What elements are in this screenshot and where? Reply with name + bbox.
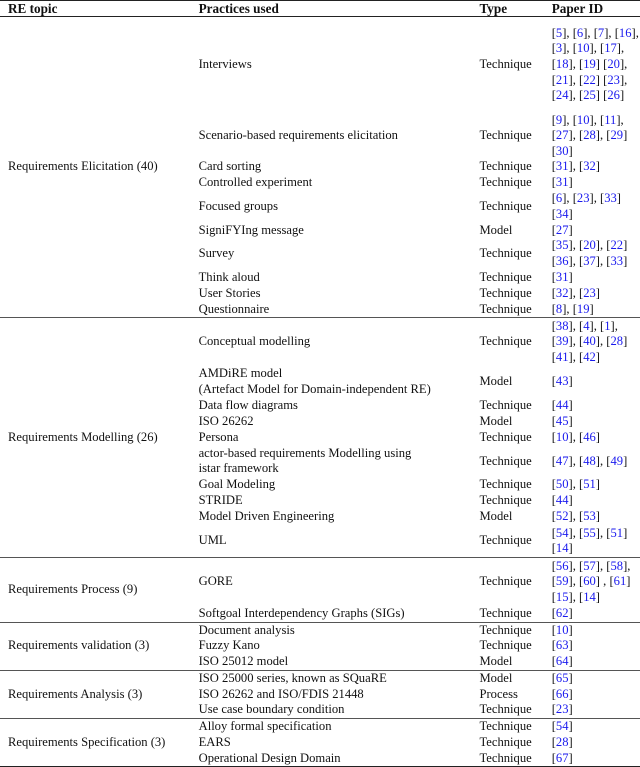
type-cell: Technique xyxy=(479,734,532,749)
practice-cell xyxy=(191,286,472,302)
practice-cell xyxy=(191,606,472,622)
paper-id-cell: [64] xyxy=(551,654,573,669)
type-cell: Technique xyxy=(479,175,532,190)
type-cell: Technique xyxy=(479,334,532,349)
practice-cell xyxy=(191,509,472,525)
practice-cell xyxy=(191,686,472,702)
citation-link[interactable]: 14 xyxy=(555,541,569,556)
citation-link[interactable]: 37 xyxy=(583,254,596,269)
type-cell: Technique xyxy=(479,199,532,214)
citation-link[interactable]: 10 xyxy=(555,429,569,444)
paper-id-cell: [8], [19] xyxy=(551,301,594,316)
citation-link[interactable]: 41 xyxy=(555,349,569,364)
citation-link[interactable]: 27 xyxy=(555,128,569,143)
table-row xyxy=(0,17,640,113)
practice-cell xyxy=(191,113,472,160)
practice-cell xyxy=(191,670,472,686)
section-0 xyxy=(0,17,640,318)
citation-link[interactable]: 39 xyxy=(555,334,569,349)
type-cell: Model xyxy=(479,654,513,669)
practice-label-line2: (Artefact Model for Domain-independent RE) xyxy=(198,381,431,396)
citation-link[interactable]: 32 xyxy=(555,285,569,300)
table-row xyxy=(0,670,640,686)
type-cell: Technique xyxy=(479,750,532,765)
practice-cell xyxy=(191,638,472,654)
citation-link[interactable]: 20 xyxy=(607,56,620,71)
practice-cell xyxy=(191,702,472,718)
practice-cell xyxy=(191,191,472,222)
citation-link[interactable]: 38 xyxy=(555,318,569,333)
practice-label: Persona xyxy=(198,429,239,444)
section-2 xyxy=(0,558,640,622)
practice-cell xyxy=(191,493,472,509)
citation-link[interactable]: 31 xyxy=(555,159,569,174)
citation-link[interactable]: 15 xyxy=(555,589,569,604)
practice-label: SigniFYIng message xyxy=(198,222,304,237)
citation-link[interactable]: 6 xyxy=(555,191,563,206)
citation-link[interactable]: 3 xyxy=(555,41,563,56)
citation-link[interactable]: 22 xyxy=(583,72,596,87)
practice-cell xyxy=(191,751,472,767)
practice-label: Scenario-based requirements elicitation xyxy=(198,128,398,143)
paper-id-cell: [43] xyxy=(551,373,573,388)
citation-link[interactable]: 19 xyxy=(583,56,596,71)
practice-cell xyxy=(191,414,472,430)
practice-label: EARS xyxy=(198,734,231,749)
section-1 xyxy=(0,318,640,558)
citation-link[interactable]: 59 xyxy=(555,574,569,589)
citation-link[interactable]: 35 xyxy=(555,238,569,253)
paper-id-cell: [5], [6], [7], [16], [3], [10], [17], [18], [19] [20], [21], [22] [23], [24], [25] [26] xyxy=(551,25,639,103)
citation-link[interactable]: 47 xyxy=(555,453,569,468)
citation-link[interactable]: 55 xyxy=(583,525,596,540)
practice-label: AMDiRE model xyxy=(198,366,283,381)
paper-id-cell: [23] xyxy=(551,702,573,717)
paper-id-cell: [38], [4], [1], [39], [40], [28] [41], [42] xyxy=(551,318,628,364)
citation-link[interactable]: 19 xyxy=(576,301,590,316)
practice-label: Softgoal Interdependency Graphs (SIGs) xyxy=(198,605,405,620)
practice-label: ISO 26262 and ISO/FDIS 21448 xyxy=(198,686,364,701)
paper-id-cell: [32], [23] xyxy=(551,285,600,300)
type-cell: Technique xyxy=(479,56,532,71)
citation-link[interactable]: 20 xyxy=(583,238,596,253)
practice-label: Conceptual modelling xyxy=(198,334,311,349)
citation-link[interactable]: 66 xyxy=(555,686,569,701)
citation-link[interactable]: 23 xyxy=(555,702,569,717)
re-topic-cell: Requirements validation (3) xyxy=(8,638,150,653)
citation-link[interactable]: 23 xyxy=(607,72,620,87)
citation-link[interactable]: 28 xyxy=(610,334,624,349)
citation-link[interactable]: 61 xyxy=(613,574,627,589)
practice-cell xyxy=(191,430,472,446)
citation-link[interactable]: 25 xyxy=(583,88,596,103)
type-cell: Technique xyxy=(479,269,532,284)
paper-id-cell: [47], [48], [49] xyxy=(551,453,628,468)
citation-link[interactable]: 30 xyxy=(555,143,569,158)
practice-cell xyxy=(191,222,472,238)
type-cell: Technique xyxy=(479,533,532,548)
practice-cell xyxy=(191,718,472,734)
citation-link[interactable]: 67 xyxy=(555,750,569,765)
type-cell: Technique xyxy=(479,493,532,508)
practice-cell xyxy=(191,17,472,113)
practice-label: GORE xyxy=(198,574,233,589)
type-cell: Model xyxy=(479,670,513,685)
paper-id-cell: [9], [10], [11], [27], [28], [29] [30] xyxy=(551,112,628,158)
paper-id-cell: [65] xyxy=(551,670,573,685)
paper-id-cell: [52], [53] xyxy=(551,509,600,524)
paper-id-cell: [56], [57], [58], [59], [60] , [61] [15], [14] xyxy=(551,558,631,604)
type-cell: Technique xyxy=(479,301,532,316)
citation-link[interactable]: 46 xyxy=(583,429,596,444)
practice-cell xyxy=(191,525,472,558)
re-topic-cell: Requirements Analysis (3) xyxy=(8,686,143,701)
header-type: Type xyxy=(479,1,508,16)
citation-link[interactable]: 62 xyxy=(555,605,569,620)
practice-cell xyxy=(191,270,472,286)
practice-label: Operational Design Domain xyxy=(198,750,341,765)
citation-link[interactable]: 28 xyxy=(583,128,596,143)
paper-id-cell: [54], [55], [51] [14] xyxy=(551,525,628,556)
paper-id-cell: [31], [32] xyxy=(551,159,600,174)
practice-label: Alloy formal specification xyxy=(198,718,332,733)
citation-link[interactable]: 29 xyxy=(610,128,624,143)
citation-link[interactable]: 44 xyxy=(555,493,569,508)
table-row xyxy=(0,318,640,366)
practice-label-line2: istar framework xyxy=(198,461,279,476)
practice-label: Questionnaire xyxy=(198,301,270,316)
paper-id-cell: [62] xyxy=(551,605,573,620)
practice-cell xyxy=(191,558,472,606)
citation-link[interactable]: 26 xyxy=(607,88,620,103)
practice-label: Data flow diagrams xyxy=(198,397,298,412)
practice-cell xyxy=(191,446,472,477)
citation-link[interactable]: 27 xyxy=(555,222,569,237)
type-cell: Technique xyxy=(479,246,532,261)
practice-label: Focused groups xyxy=(198,199,278,214)
practice-cell xyxy=(191,175,472,191)
citation-link[interactable]: 10 xyxy=(576,41,590,56)
type-cell: Technique xyxy=(479,429,532,444)
paper-id-cell: [44] xyxy=(551,397,573,412)
citation-link[interactable]: 52 xyxy=(555,509,569,524)
paper-id-cell: [35], [20], [22] [36], [37], [33] xyxy=(551,238,628,269)
practice-label: Fuzzy Kano xyxy=(198,638,260,653)
type-cell: Technique xyxy=(479,477,532,492)
re-topic-cell: Requirements Elicitation (40) xyxy=(8,159,158,174)
citation-link[interactable]: 45 xyxy=(555,413,569,428)
section-5 xyxy=(0,718,640,766)
citation-link[interactable]: 14 xyxy=(583,589,596,604)
header-re-topic: RE topic xyxy=(8,1,58,16)
citation-link[interactable]: 31 xyxy=(555,175,569,190)
citation-link[interactable]: 9 xyxy=(555,112,563,127)
practice-cell xyxy=(191,398,472,414)
re-topic-cell: Requirements Specification (3) xyxy=(8,734,166,749)
re-topic-cell: Requirements Modelling (26) xyxy=(8,430,158,445)
practice-label: ISO 25012 model xyxy=(198,654,289,669)
type-cell: Technique xyxy=(479,638,532,653)
type-cell: Model xyxy=(479,373,513,388)
header-practices-used: Practices used xyxy=(198,1,279,16)
citation-link[interactable]: 58 xyxy=(610,558,624,573)
practice-cell xyxy=(191,654,472,670)
type-cell: Technique xyxy=(479,453,532,468)
practice-label: Use case boundary condition xyxy=(198,702,345,717)
type-cell: Technique xyxy=(479,605,532,620)
paper-id-cell: [54] xyxy=(551,718,573,733)
paper-id-cell: [10], [46] xyxy=(551,429,600,444)
re-topic-cell: Requirements Process (9) xyxy=(8,582,138,597)
citation-link[interactable]: 33 xyxy=(604,191,617,206)
citation-link[interactable]: 22 xyxy=(610,238,624,253)
citation-link[interactable]: 49 xyxy=(610,453,624,468)
type-cell: Process xyxy=(479,686,518,701)
section-3 xyxy=(0,622,640,670)
practice-label: Card sorting xyxy=(198,159,262,174)
paper-id-cell: [67] xyxy=(551,750,573,765)
paper-id-cell: [27] xyxy=(551,222,573,237)
citation-link[interactable]: 43 xyxy=(555,373,569,388)
citation-link[interactable]: 51 xyxy=(610,525,624,540)
citation-link[interactable]: 57 xyxy=(583,558,596,573)
header-row xyxy=(0,1,640,17)
paper-id-cell: [45] xyxy=(551,413,573,428)
citation-link[interactable]: 36 xyxy=(555,254,569,269)
citation-link[interactable]: 5 xyxy=(555,25,563,40)
practice-label: ISO 26262 xyxy=(198,413,254,428)
practice-cell xyxy=(191,477,472,493)
citation-link[interactable]: 34 xyxy=(555,206,569,221)
practice-cell xyxy=(191,622,472,638)
citation-link[interactable]: 64 xyxy=(555,654,569,669)
citation-link[interactable]: 65 xyxy=(555,670,569,685)
citation-link[interactable]: 31 xyxy=(555,269,569,284)
type-cell: Technique xyxy=(479,702,532,717)
practice-cell xyxy=(191,735,472,751)
citation-link[interactable]: 6 xyxy=(576,25,584,40)
citation-link[interactable]: 16 xyxy=(618,25,632,40)
citation-link[interactable]: 10 xyxy=(576,112,590,127)
citation-link[interactable]: 11 xyxy=(604,112,617,127)
type-cell: Technique xyxy=(479,574,532,589)
practice-label: Survey xyxy=(198,246,235,261)
type-cell: Model xyxy=(479,509,513,524)
paper-id-cell: [31] xyxy=(551,175,573,190)
type-cell: Model xyxy=(479,222,513,237)
paper-id-cell: [10] xyxy=(551,622,573,637)
type-cell: Technique xyxy=(479,285,532,300)
citation-link[interactable]: 7 xyxy=(597,25,605,40)
practice-label: STRIDE xyxy=(198,493,243,508)
practice-cell xyxy=(191,302,472,318)
practice-cell xyxy=(191,238,472,269)
paper-id-cell: [50], [51] xyxy=(551,477,600,492)
citation-link[interactable]: 40 xyxy=(583,334,596,349)
citation-link[interactable]: 1 xyxy=(604,318,611,333)
paper-id-cell: [66] xyxy=(551,686,573,701)
citation-link[interactable]: 50 xyxy=(555,477,569,492)
citation-link[interactable]: 53 xyxy=(583,509,596,524)
practice-label: Think aloud xyxy=(198,269,260,284)
citation-link[interactable]: 4 xyxy=(583,318,590,333)
section-4 xyxy=(0,670,640,718)
paper-id-cell: [28] xyxy=(551,734,573,749)
citation-link[interactable]: 32 xyxy=(583,159,596,174)
citation-link[interactable]: 18 xyxy=(555,56,569,71)
citation-link[interactable]: 33 xyxy=(610,254,624,269)
practice-label: Interviews xyxy=(198,56,252,71)
citation-link[interactable]: 44 xyxy=(555,397,569,412)
citation-link[interactable]: 21 xyxy=(555,72,569,87)
practice-cell xyxy=(191,159,472,175)
type-cell: Technique xyxy=(479,397,532,412)
paper-id-cell: [6], [23], [33] [34] xyxy=(551,191,621,221)
practice-cell xyxy=(191,366,472,398)
type-cell: Model xyxy=(479,413,513,428)
table-row xyxy=(0,558,640,606)
practice-label: actor-based requirements Modelling using xyxy=(198,445,412,460)
citation-link[interactable]: 10 xyxy=(555,622,569,637)
paper-id-cell: [63] xyxy=(551,638,573,653)
citation-link[interactable]: 24 xyxy=(555,88,569,103)
citation-link[interactable]: 56 xyxy=(555,558,569,573)
citation-link[interactable]: 8 xyxy=(555,301,563,316)
citation-link[interactable]: 54 xyxy=(555,525,569,540)
citation-link[interactable]: 60 xyxy=(583,574,596,589)
citation-link[interactable]: 51 xyxy=(583,477,596,492)
practice-label: UML xyxy=(198,533,227,548)
citation-link[interactable]: 42 xyxy=(583,349,596,364)
table-row xyxy=(0,622,640,638)
paper-id-cell: [44] xyxy=(551,493,573,508)
practice-label: Controlled experiment xyxy=(198,175,313,190)
type-cell: Technique xyxy=(479,718,532,733)
practice-label: User Stories xyxy=(198,285,261,300)
citation-link[interactable]: 28 xyxy=(555,734,569,749)
practice-cell xyxy=(191,318,472,366)
citation-link[interactable]: 23 xyxy=(583,285,596,300)
practice-label: Goal Modeling xyxy=(198,477,276,492)
table-row xyxy=(0,718,640,734)
paper-id-cell: [31] xyxy=(551,269,573,284)
type-cell: Technique xyxy=(479,159,532,174)
citation-link[interactable]: 17 xyxy=(604,41,617,56)
practice-label: Document analysis xyxy=(198,622,295,637)
type-cell: Technique xyxy=(479,128,532,143)
practice-label: ISO 25000 series, known as SQuaRE xyxy=(198,670,387,685)
type-cell: Technique xyxy=(479,622,532,637)
citation-link[interactable]: 48 xyxy=(583,453,596,468)
practice-label: Model Driven Engineering xyxy=(198,509,335,524)
header-paper-id: Paper ID xyxy=(551,1,604,16)
citation-link[interactable]: 63 xyxy=(555,638,569,653)
citation-link[interactable]: 23 xyxy=(576,191,590,206)
citation-link[interactable]: 54 xyxy=(555,718,569,733)
